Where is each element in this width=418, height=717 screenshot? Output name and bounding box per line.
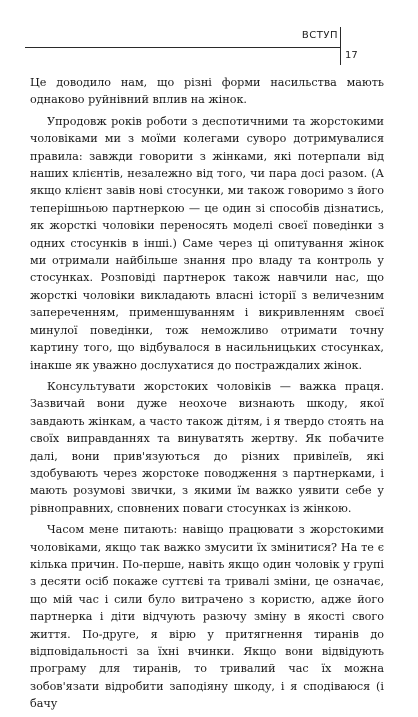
section-title: ВСТУП (301, 30, 338, 41)
body-text (30, 74, 384, 717)
header-rule (25, 47, 340, 48)
paragraph: Упродовж років роботи з деспотичними та жорстокими чоловіками ми з моїми колегами суворо дотримувалися правила: завжди говорити з жінками, які потерпали від наших клієнтів, незалежно від того, чи пара досі разом. (А якщо клієнт завів нові стосунки, ми також говоримо з його теперішньою партнеркою — це один зі способів дізнатись, як жорсткі чоловіки переносять моделі своєї поведінки з одних стосунків в інші.) Саме через ці опитування жінок ми отримали найбільше знання про владу та контроль у стосунках. Розповіді партнерок також навчили нас, що жорсткі чоловіки викладають власні історії з величезним запереченням, применшуванням і викривленням своєї минулої поведінки, тож неможливо отримати точну картину того, що відбувалося в насильницьких стосунках, інакше як уважно дослухатися до постраждалих жінок. (30, 114, 384, 372)
header-divider (340, 27, 341, 65)
paragraph: Часом мене питають: навіщо працювати з жорстокими чоловіками, якщо так важко змусити їх змінитися? На те є кілька причин. По-перше, навіть якщо один чоловік у групі з десяти осіб покаже суттєві та тривалі зміни, це означає, що мій час і сили було витрачено з користю, адже його партнерка і діти відчують разючу зміну в якості свого життя. По-друге, я вірю у притягнення тиранів до відповідальності за їхні вчинки. Якщо вони відвідують програму для тиранів, то тривалий час їх можна зобов'язати відробити заподіяну шкоду, і я сподіваюся (і бачу (30, 523, 384, 711)
page-number: 17 (345, 50, 358, 61)
running-header (0, 0, 418, 70)
paragraph: Консультувати жорстоких чоловіків — важка праця. Зазвичай вони дуже неохоче визнають шкоду, якої завдають жінкам, а часто також дітям, і я твердо стоять на своїх виправданнях та винуватять жертву. Як побачите далі, вони прив'язуються до різних привілеїв, які здобувають через жорстоке поводження з партнерками, і мають розумові звички, з якими їм важко уявити себе у рівноправних, сповнених поваги стосунках із жінкою. (30, 379, 384, 515)
paragraph: Це доводило нам, що різні форми насильства мають однаково руйнівний вплив на жінок. (30, 76, 384, 107)
